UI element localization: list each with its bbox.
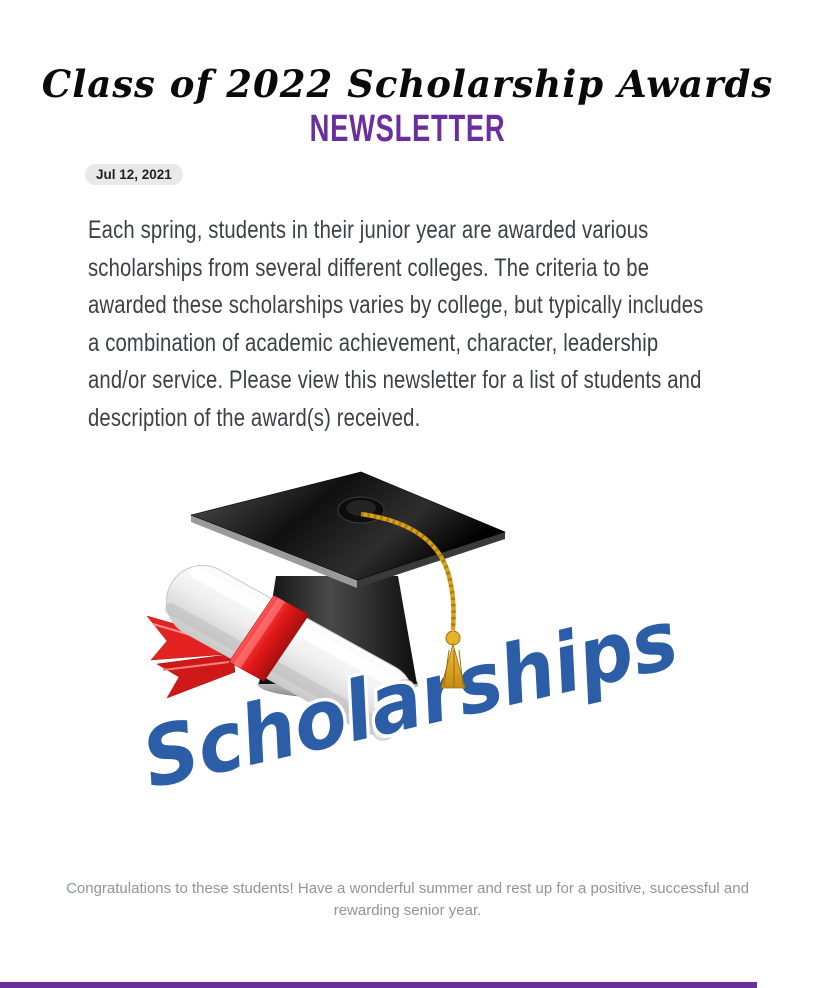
page-title: Class of 2022 Scholarship Awards [41,62,774,106]
section-divider [0,982,757,988]
scholarships-graphic [133,458,693,850]
congratulations-message: Congratulations to these students! Have a wonderful summer and rest up for a positive, successful and rewarding senior year. [66,880,749,919]
scholarships-wordmark: Scholarships [134,582,693,808]
date-badge: Jul 12, 2021 [85,164,183,185]
scholarships-illustration [133,458,693,850]
newsletter-label: NEWSLETTER [309,108,506,150]
intro-paragraph: Each spring, students in their junior year are awarded various scholarships from several different colleges. The criteria to be awarded these scholarships varies by college, but typically includes a combination of academic achievement, character, leadership and/or service. Please view this newsletter for a list of students and description of the award(s) received. [88,216,704,432]
